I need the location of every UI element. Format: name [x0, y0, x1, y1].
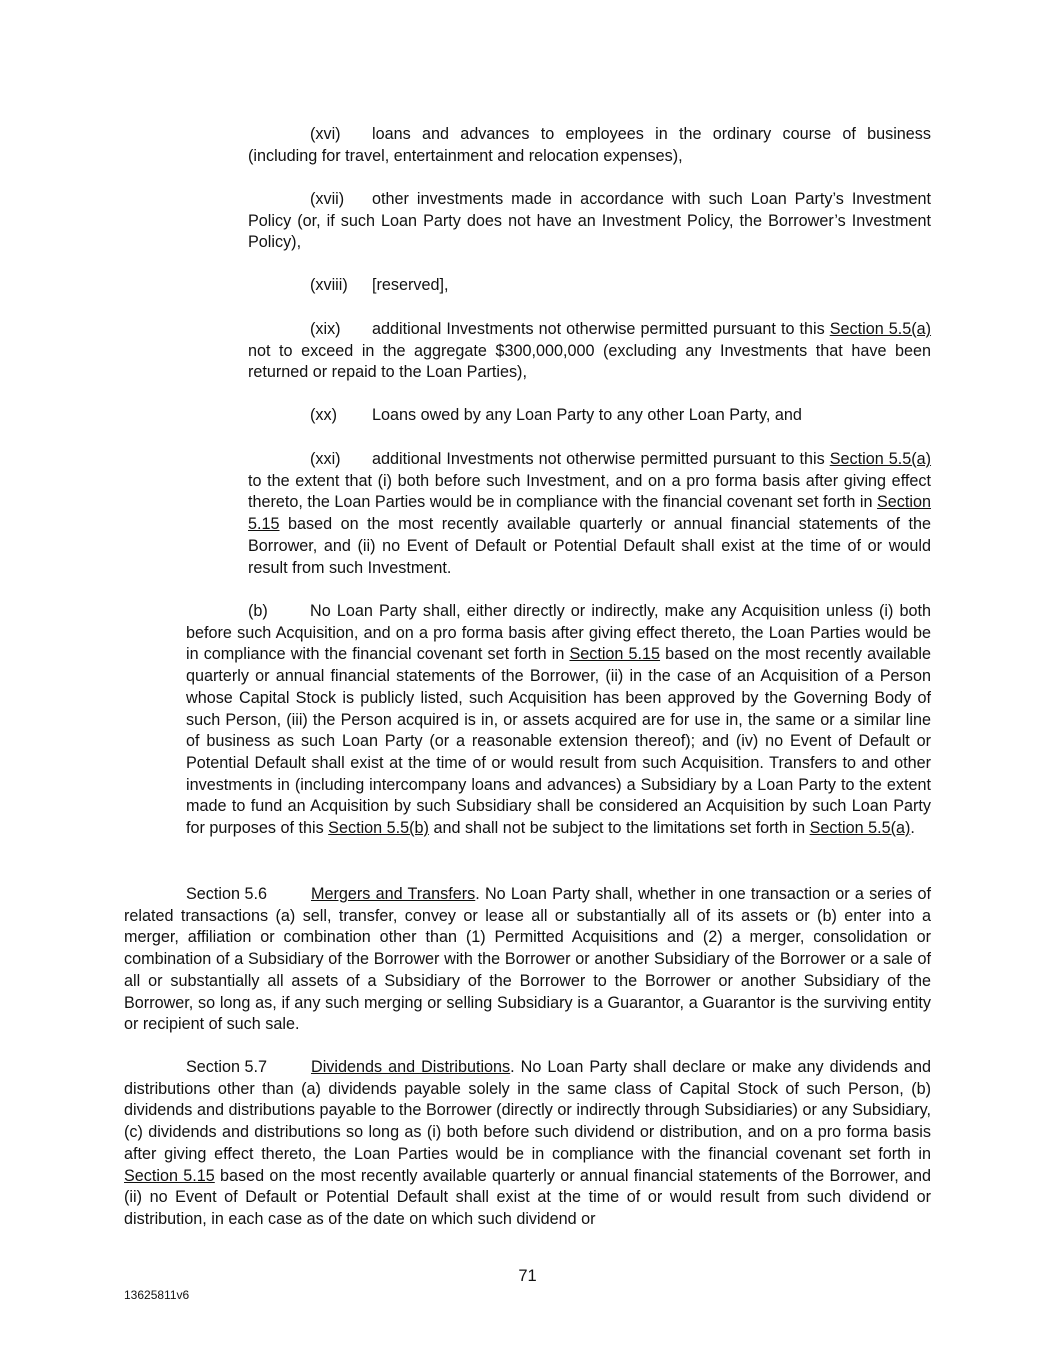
clause-text: not to exceed in the aggregate $300,000,000 (excluding any Investments that have been returned or repaid to the Loan Parties),	[248, 341, 931, 382]
section-heading: Dividends and Distributions	[311, 1058, 511, 1076]
section-number: Section 5.7	[186, 1058, 267, 1076]
section-reference-link: Section 5.5(a)	[809, 819, 911, 838]
section-number: Section 5.6	[186, 885, 267, 903]
clause-text: additional Investments not otherwise permitted pursuant to this	[372, 320, 830, 338]
section-text: . No Loan Party shall, whether in one transaction or a series of related transactions (a) sell, transfer, convey or lease all or substantially all of its assets or (b) enter into a merger, affiliation or combination other than (1) Permitted Acquisitions and (2) a merger, consolidation or combination of a Subsidiary of the Borrower with the Borrower or another Subsidiary of the Borrower or a sale of all or substantially all assets of a Subsidiary of the Borrower to the Borrower or another Subsidiary of the Borrower, so long as, if any such merging or selling Subsidiary is a Guarantor, a Guarantor is the surviving entity or recipient of such sale.	[124, 885, 931, 1034]
clause-xviii	[248, 275, 931, 297]
section-5-6	[124, 884, 931, 1036]
paragraph-text: based on the most recently available quarterly or annual financial statements of the Borrower, (ii) in the case of an Acquisition of a Person whose Capital Stock is publicly listed, such Acquisition has been approved by the Governing Body of such Person, (iii) the Person acquired is in, or assets acquired are for use in, the same or a similar line of business as such Loan Party (or a reasonable extension thereof); and (iv) no Event of Default or Potential Default shall exist at the time of or would result from such Acquisition. Transfers to and other investments in (including intercompany loans and advances) a Subsidiary by a Loan Party to the extent made to fund an Acquisition by such Subsidiary shall be considered an Acquisition by such Loan Party for purposes of this	[186, 645, 931, 838]
section-heading: Mergers and Transfers	[311, 885, 476, 903]
paragraph-text: No Loan Party shall, either directly or indirectly, make any Acquisition unless (i) both before such Acquisition, and on a pro forma basis after giving effect thereto, the Loan Parties would be in compliance with the financial covenant set forth in	[186, 602, 931, 664]
clause-text: to the extent that (i) both before such Investment, and on a pro forma basis after giving effect thereto, the Loan Parties would be in compliance with the financial covenant set forth in	[248, 471, 931, 512]
clause-label: (xix)	[310, 320, 341, 338]
clause-xvii	[248, 189, 931, 254]
document-id: 13625811v6	[124, 1288, 190, 1302]
page-number: 71	[518, 1267, 537, 1285]
clause-text: loans and advances to employees in the ordinary course of business (including for travel, entertainment and relocation expenses),	[248, 125, 931, 165]
section-5-7	[124, 1057, 931, 1231]
paragraph-text: .	[910, 819, 915, 838]
clause-label: (xvi)	[310, 125, 341, 143]
section-text: . No Loan Party shall declare or make any dividends and distributions other than (a) dividends payable solely in the same class of Capital Stock of such Person, (b) dividends and distributions payable to the Borrower (directly or indirectly through Subsidiaries) or any Subsidiary, (c) dividends and distributions so long as (i) both before such dividend or distribution, and on a pro forma basis after giving effect thereto, the Loan Parties would be in compliance with the financial covenant set forth in	[124, 1058, 931, 1163]
section-reference-link: Section 5.5(a)	[829, 320, 932, 338]
clause-xix	[248, 319, 931, 384]
paragraph-b	[186, 601, 931, 840]
clause-text: based on the most recently available quarterly or annual financial statements of the Borrower, and (ii) no Event of Default or Potential Default shall exist at the time of or would result from such Investment.	[248, 515, 931, 577]
clause-text: Loans owed by any Loan Party to any other Loan Party, and	[372, 406, 802, 424]
clause-label: (xvii)	[310, 190, 345, 208]
section-reference-link: Section 5.5(b)	[328, 819, 429, 838]
clause-xxi	[248, 449, 931, 579]
section-text: based on the most recently available quarterly or annual financial statements of the Borrower, and (ii) no Event of Default or Potential Default shall exist at the time of or would result from such dividend or distribution, in each case as of the date on which such dividend or	[124, 1166, 932, 1228]
paragraph-text: and shall not be subject to the limitations set forth in	[428, 819, 810, 838]
clause-text: additional Investments not otherwise permitted pursuant to this	[372, 450, 830, 468]
section-reference-link: Section 5.5(a)	[829, 450, 932, 468]
clause-text: other investments made in accordance with such Loan Party’s Investment Policy (or, if such Loan Party does not have an Investment Policy, the Borrower’s Investment Policy),	[248, 190, 931, 252]
section-reference-link: Section 5.15	[569, 645, 661, 664]
clause-text: [reserved],	[372, 276, 449, 294]
clause-label: (xx)	[310, 406, 337, 424]
section-reference-link: Section 5.15	[124, 1166, 215, 1185]
clause-label: (xxi)	[310, 450, 341, 468]
paragraph-label: (b)	[248, 602, 268, 620]
clause-label: (xviii)	[310, 276, 348, 294]
clause-xvi	[248, 124, 931, 167]
clause-xx	[248, 405, 931, 427]
section-reference-link: Section 5.15	[248, 493, 931, 534]
